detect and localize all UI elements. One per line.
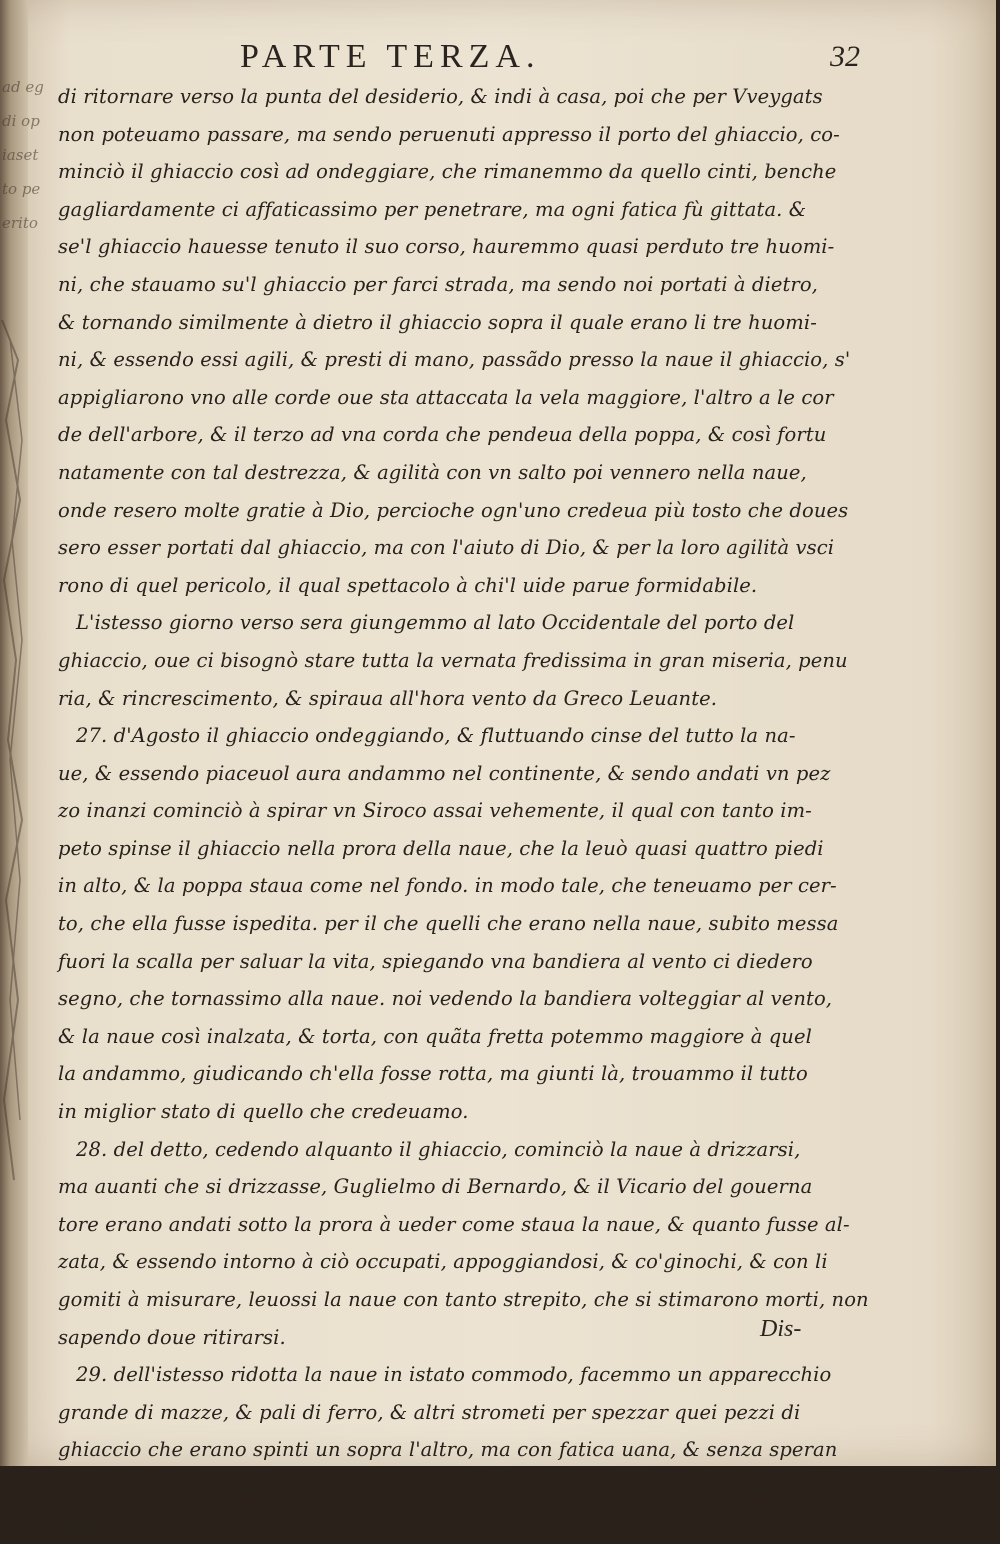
text-line: ma auanti che si drizzasse, Guglielmo di Bernardo, & il Vicario del gouerna bbox=[58, 1175, 813, 1199]
text-line: minciò il ghiaccio così ad ondeggiare, che rimanemmo da quello cinti, benche bbox=[58, 160, 837, 184]
text-line: natamente con tal destrezza, & agilità con vn salto poi vennero nella naue, bbox=[58, 460, 807, 484]
text-line: ghiaccio che erano spinti un sopra l'altro, ma con fatica uana, & senza speran bbox=[58, 1438, 838, 1462]
text-line: ni, che stauamo su'l ghiaccio per farci strada, ma sendo noi portati à dietro, bbox=[58, 272, 818, 296]
text-line: la andammo, giudicando ch'ella fosse rotta, ma giunti là, trouammo il tutto bbox=[58, 1062, 808, 1086]
text-line: za alcuna; si che raccommandammo il tutto à Dio, & da lui solo aspettauamo bbox=[58, 1475, 826, 1499]
text-line: se'l ghiaccio hauesse tenuto il suo corso, hauremmo quasi perduto tre huomi- bbox=[58, 235, 835, 259]
text-line: zata, & essendo intorno à ciò occupati, appoggiandosi, & co'ginochi, & con li bbox=[58, 1250, 828, 1274]
paragraph-start-line: 29. dell'istesso ridotta la naue in istato commodo, facemmo un apparecchio bbox=[76, 1363, 832, 1387]
text-line: appigliarono vno alle corde oue sta attaccata la vela maggiore, l'altro a le cor bbox=[58, 385, 834, 409]
text-line: fuori la scalla per saluar la vita, spiegando vna bandiera al vento ci diedero bbox=[58, 949, 813, 973]
paragraph-start-line: 28. del detto, cedendo alquanto il ghiaccio, cominciò la naue à drizzarsi, bbox=[76, 1137, 801, 1161]
adjacent-page-fragment: iaset bbox=[2, 146, 39, 164]
paragraph-start-line: L'istesso giorno verso sera giungemmo al lato Occidentale del porto del bbox=[76, 611, 795, 635]
text-line: ghiaccio, oue ci bisognò stare tutta la vernata fredissima in gran miseria, penu bbox=[58, 648, 848, 672]
running-title: PARTE TERZA. bbox=[240, 38, 541, 75]
text-line: peto spinse il ghiaccio nella prora della naue, che la leuò quasi quattro piedi bbox=[58, 836, 824, 860]
text-line: sero esser portati dal ghiaccio, ma con l'aiuto di Dio, & per la loro agilità vsci bbox=[58, 536, 835, 560]
text-line: to, che ella fusse ispedita. per il che quelli che erano nella naue, subito messa bbox=[58, 912, 839, 936]
adjacent-page-fragment: erito bbox=[2, 214, 38, 232]
text-line: ni, & essendo essi agili, & presti di mano, passãdo presso la naue il ghiaccio, s' bbox=[58, 348, 851, 372]
body-text bbox=[58, 78, 869, 1544]
paragraph-start-line: 27. d'Agosto il ghiaccio ondeggiando, & fluttuando cinse del tutto la na- bbox=[76, 724, 796, 748]
text-line: ria, & rincrescimento, & spiraua all'hora vento da Greco Leuante. bbox=[58, 686, 718, 710]
text-line: aiuto. bbox=[58, 1513, 115, 1537]
text-line: gagliardamente ci affaticassimo per penetrare, ma ogni fatica fù gittata. & bbox=[58, 197, 807, 221]
text-line: grande di mazze, & pali di ferro, & altri strometi per spezzar quei pezzi di bbox=[58, 1400, 801, 1424]
text-line: gomiti à misurare, leuossi la naue con tanto strepito, che si stimarono morti, non bbox=[58, 1288, 869, 1311]
page-number: 32 bbox=[830, 40, 860, 73]
text-line: zo inanzi cominciò à spirar vn Siroco assai vehemente, il qual con tanto im- bbox=[58, 799, 812, 823]
text-line: tore erano andati sotto la prora à ueder come staua la naue, & quanto fusse al- bbox=[58, 1212, 850, 1236]
adjacent-engraving-edge bbox=[0, 300, 24, 1200]
text-line: rono di quel pericolo, il qual spettacolo à chi'l uide parue formidabile. bbox=[58, 573, 758, 597]
adjacent-page-fragment: to pe bbox=[2, 180, 41, 198]
adjacent-page-fragment: di op bbox=[2, 112, 40, 130]
text-line: de dell'arbore, & il terzo ad vna corda che pendeua della poppa, & così fortu bbox=[58, 423, 827, 447]
text-line: segno, che tornassimo alla naue. noi vedendo la bandiera volteggiar al vento, bbox=[58, 987, 833, 1011]
text-line: in miglior stato di quello che credeuamo. bbox=[58, 1100, 469, 1124]
text-line: non poteuamo passare, ma sendo peruenuti appresso il porto del ghiaccio, co- bbox=[58, 122, 840, 146]
text-line: & tornando similmente à dietro il ghiaccio sopra il quale erano li tre huomi- bbox=[58, 310, 817, 334]
text-line: in alto, & la poppa staua come nel fondo. in modo tale, che teneuamo per cer- bbox=[58, 874, 837, 898]
text-line: onde resero molte gratie à Dio, percioche ogn'uno credeua più tosto che doues bbox=[58, 498, 849, 522]
text-line: & la naue così inalzata, & torta, con quãta fretta potemmo maggiore à quel bbox=[58, 1024, 812, 1048]
catchword: Dis- bbox=[760, 1316, 802, 1342]
text-line: sapendo doue ritirarsi. bbox=[58, 1325, 286, 1349]
adjacent-page-fragment: ad eg bbox=[2, 78, 44, 96]
text-line: ue, & essendo piaceuol aura andammo nel continente, & sendo andati vn pez bbox=[58, 761, 831, 785]
text-line: di ritornare verso la punta del desiderio, & indi à casa, poi che per Vveygats bbox=[58, 85, 823, 108]
page-header bbox=[240, 38, 860, 82]
